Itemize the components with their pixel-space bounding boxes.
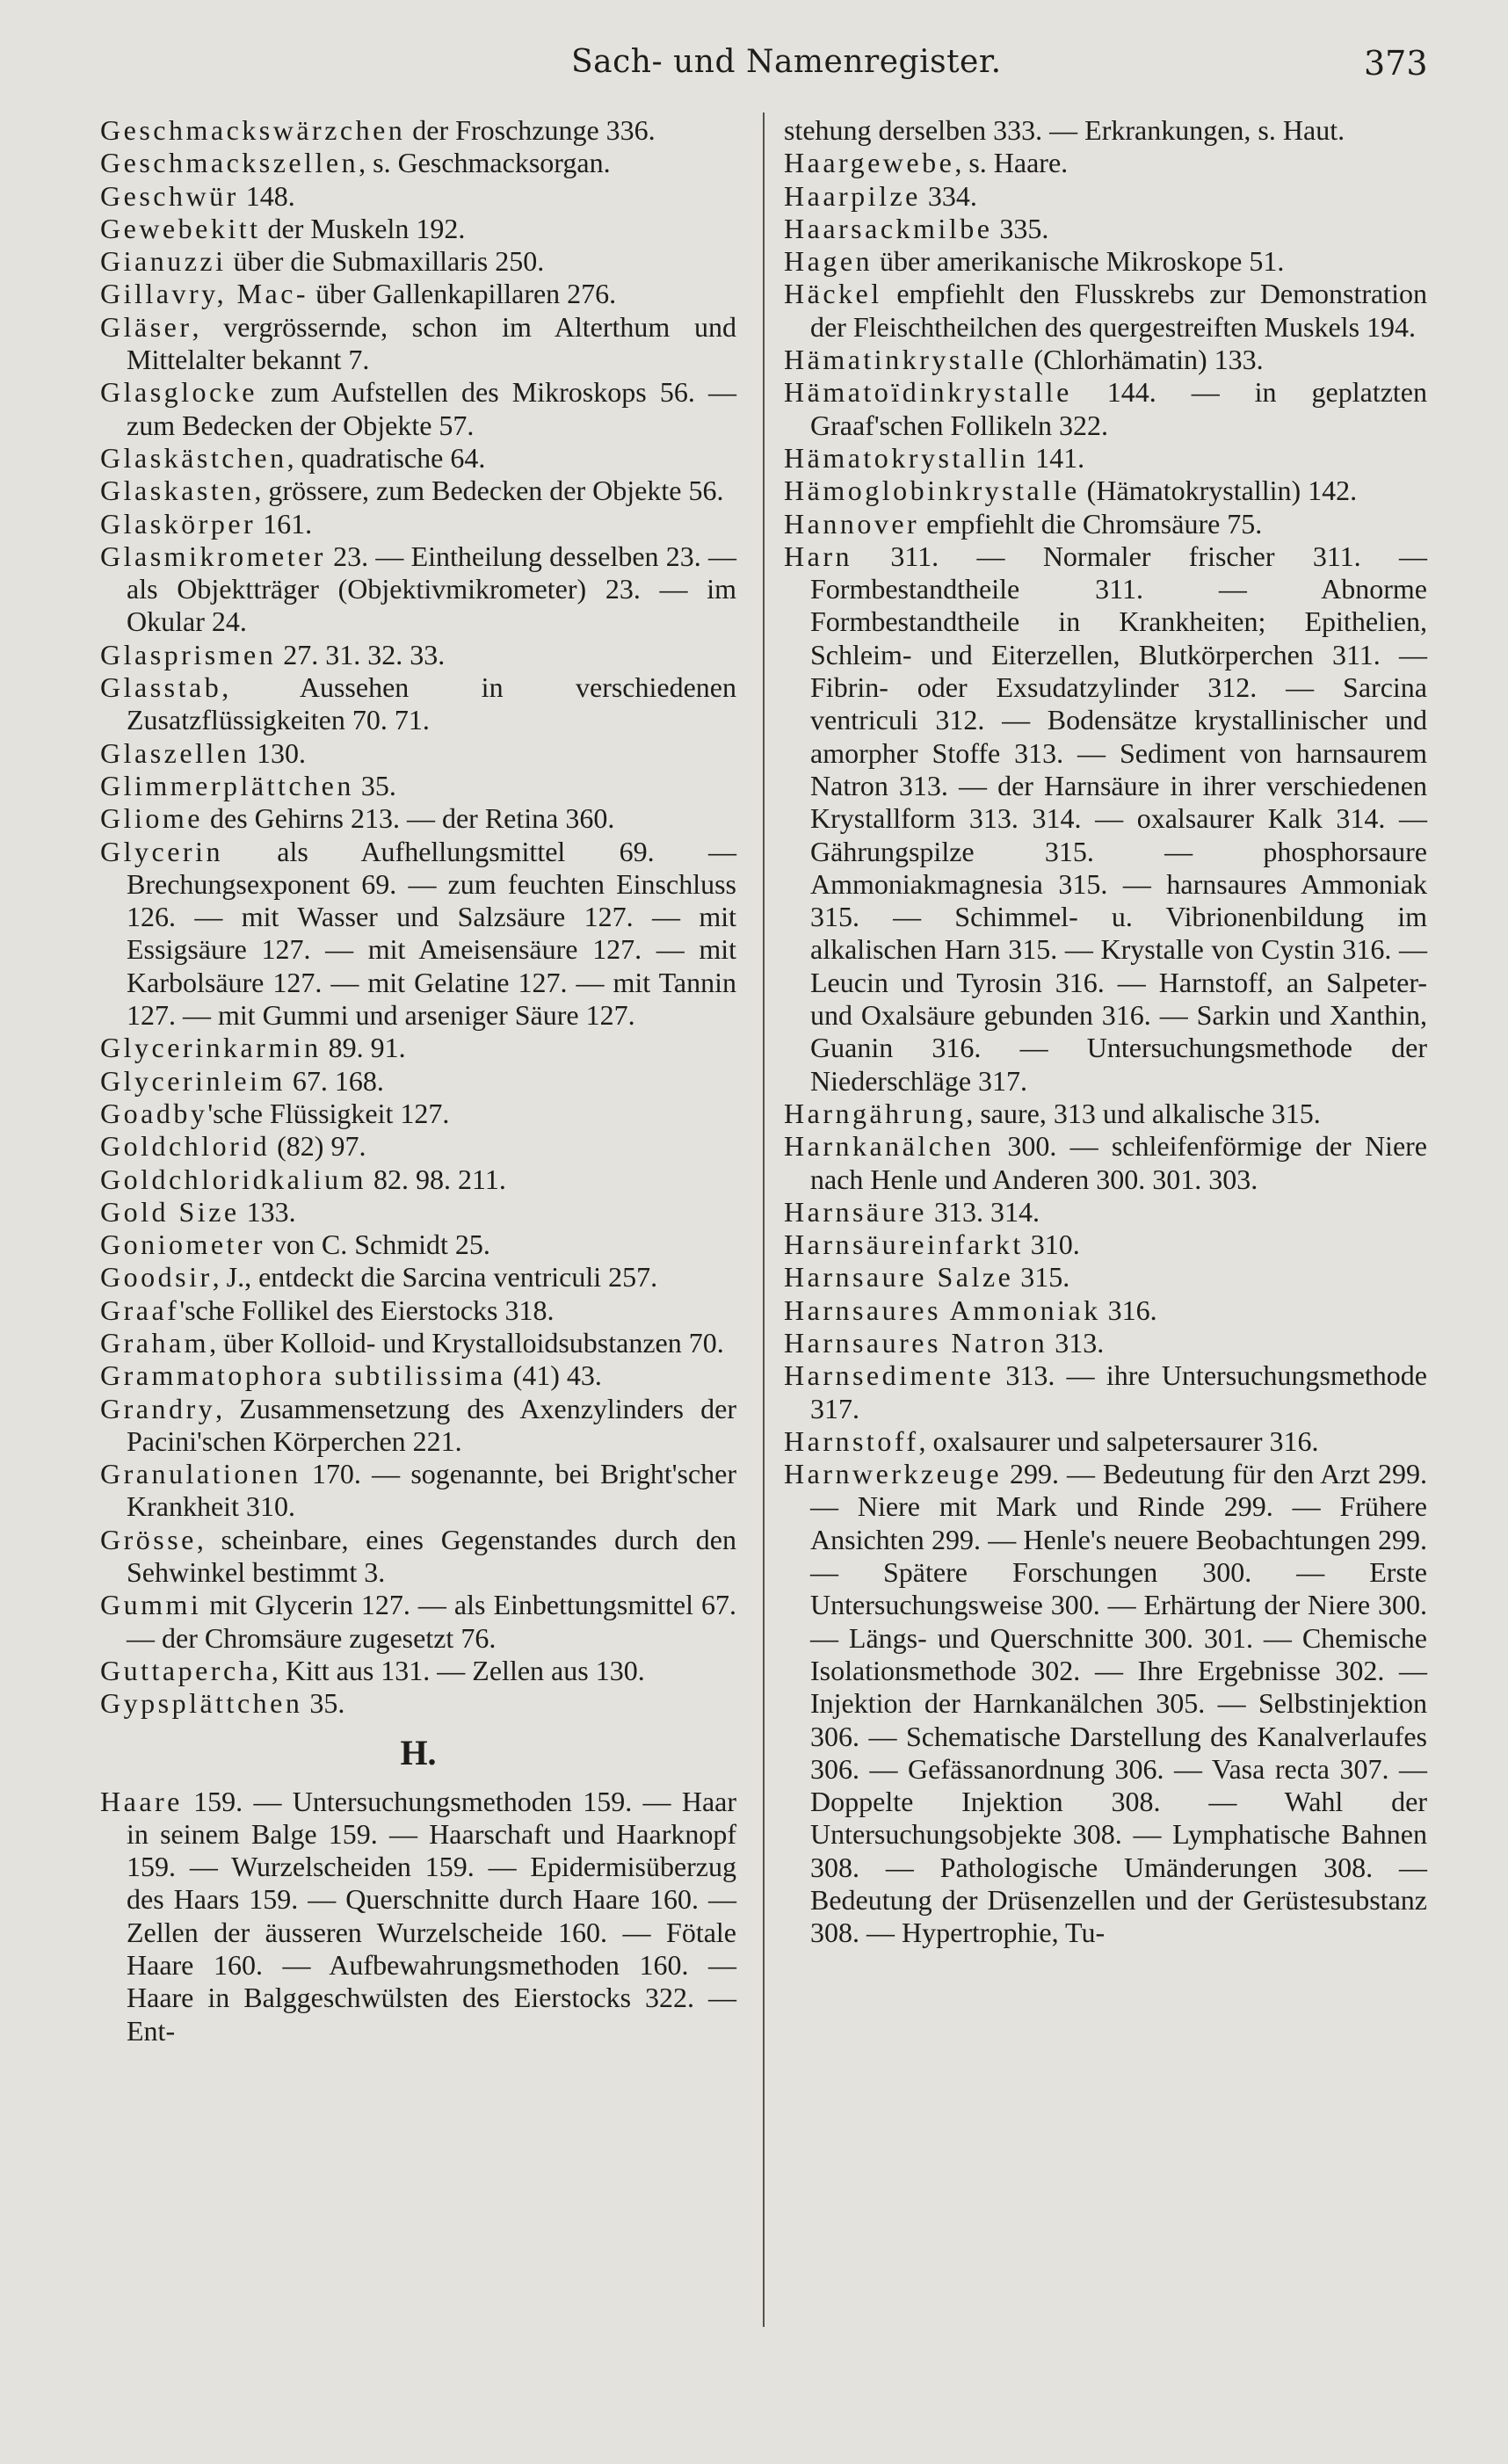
index-entry	[100, 508, 736, 540]
index-references: (41) 43.	[505, 1359, 602, 1392]
index-entry	[784, 180, 1427, 213]
index-entry	[100, 1130, 736, 1163]
index-entry	[100, 1589, 736, 1655]
index-references: empfiehlt den Flusskrebs zur Demonstration der Fleischtheilchen des quergestreiften Muskels 194.	[810, 278, 1427, 343]
index-references: stehung derselben 333. — Erkrankungen, s. Haut.	[784, 114, 1345, 146]
index-entry	[100, 1098, 736, 1130]
index-references: über amerikanische Mikroskope 51.	[873, 245, 1285, 278]
index-keyword: Gypsplättchen	[100, 1687, 303, 1720]
index-entry	[784, 344, 1427, 376]
index-references: 315.	[1013, 1261, 1070, 1294]
index-keyword: Glasstab	[100, 671, 222, 704]
index-keyword: Harnstoff	[784, 1424, 919, 1457]
index-keyword: Glasmikrometer	[100, 540, 326, 572]
index-keyword: Harnsaures Natron	[784, 1326, 1048, 1359]
index-references: 144. — in geplatzten Graaf'schen Follikeln 322.	[810, 376, 1427, 441]
index-entry	[784, 1098, 1427, 1130]
index-keyword: Haargewebe	[784, 147, 955, 179]
index-entry	[100, 1655, 736, 1687]
index-keyword: Grandry	[100, 1392, 216, 1424]
index-keyword: Grösse	[100, 1523, 197, 1555]
index-entry	[100, 802, 736, 835]
index-references: , Aussehen in verschiedenen Zusatzflüssigkeiten 70. 71.	[127, 671, 736, 736]
index-keyword: Haarsackmilbe	[784, 212, 993, 244]
index-references: 334.	[920, 179, 977, 212]
index-references: 310.	[1023, 1228, 1080, 1261]
index-keyword: Gillavry, Mac-	[100, 278, 309, 310]
index-references: , scheinbare, eines Gegenstandes durch den Sehwinkel bestimmt 3.	[127, 1523, 736, 1589]
index-entry	[784, 1425, 1427, 1458]
index-references: , saure, 313 und alkalische 315.	[966, 1097, 1321, 1129]
index-entry	[100, 114, 736, 147]
index-entry	[784, 1359, 1427, 1425]
index-keyword: Harnsaure Salze	[784, 1261, 1014, 1294]
index-entry	[784, 1327, 1427, 1359]
index-references: , grössere, zum Bedecken der Objekte 56.	[254, 475, 724, 507]
index-keyword: Harnsedimente	[784, 1359, 995, 1392]
index-keyword: Glaskasten	[100, 475, 255, 507]
index-keyword: Geschmackszellen	[100, 147, 359, 179]
index-keyword: Goadby	[100, 1097, 208, 1129]
index-references: 35.	[302, 1687, 345, 1720]
index-entry	[784, 442, 1427, 475]
index-keyword: Gummi	[100, 1589, 202, 1621]
index-references: 299. — Bedeutung für den Arzt 299. — Niere mit Mark und Rinde 299. — Frühere Ansichten 299. — Henle's neuere Beobachtungen 299. — Spätere Forschungen 300. — Erste Untersuchungsweise 300. — Erhärtung der Niere 300. — Längs- und Querschnitte 300. 301. — Chemische Isolationsmethode 302. — Ihre Ergebnisse 302. — Injektion der Harnkanälchen 305. — Selbstinjektion 306. — Schematische Darstellung des Kanalverlaufes 306. — Gefässanordnung 306. — Vasa recta 307. — Doppelte Injektion 308. — Wahl der Untersuchungsobjekte 308. — Lymphatische Bahnen 308. — Pathologische Umänderungen 308. — Bedeutung der Drüsenzellen und der Gerüstesubstanz 308. — Hypertrophie, Tu-	[810, 1458, 1427, 1949]
index-references: (Hämatokrystallin) 142.	[1079, 475, 1358, 507]
index-keyword: Glasglocke	[100, 376, 257, 409]
index-entry	[100, 180, 736, 213]
index-references: 130.	[250, 736, 307, 769]
index-references: zum Aufstellen des Mikroskops 56. — zum Bedecken der Objekte 57.	[127, 376, 736, 441]
index-references: 170. — sogenannte, bei Bright'scher Krankheit 310.	[127, 1458, 736, 1523]
index-entry	[784, 278, 1427, 344]
index-references: 313.	[1048, 1326, 1105, 1359]
index-keyword: Gewebekitt	[100, 212, 261, 244]
index-keyword: Gläser	[100, 310, 192, 343]
index-entry	[100, 639, 736, 671]
index-keyword: Goodsir	[100, 1261, 213, 1294]
index-entry	[100, 147, 736, 179]
index-references: , J., entdeckt die Sarcina ventriculi 257.	[212, 1261, 658, 1294]
index-keyword: Hagen	[784, 245, 874, 278]
index-entry	[784, 475, 1427, 507]
index-keyword: Gold Size	[100, 1195, 240, 1228]
index-keyword: Gianuzzi	[100, 245, 227, 278]
index-entry	[100, 540, 736, 639]
index-entry	[784, 1196, 1427, 1228]
index-entry	[100, 245, 736, 278]
index-references: 159. — Untersuchungsmethoden 159. — Haar in seinem Balge 159. — Haarschaft und Haarknopf 159. — Wurzelscheiden 159. — Epidermisüberzug des Haars 159. — Querschnitte durch Haare 160. — Zellen der äusseren Wurzelscheide 160. — Fötale Haare 160. — Aufbewahrungsmethoden 160. — Haare in Balggeschwülsten des Eierstocks 322. — Ent-	[127, 1785, 736, 2047]
index-keyword: Häckel	[784, 278, 882, 310]
index-references: über die Submaxillaris 250.	[226, 245, 545, 278]
index-entry	[100, 1327, 736, 1359]
index-entry	[100, 836, 736, 1033]
index-entry	[100, 1687, 736, 1720]
right-column	[784, 114, 1427, 1950]
index-keyword: Glaskörper	[100, 507, 257, 540]
index-entry	[784, 1130, 1427, 1196]
index-keyword: Goldchloridkalium	[100, 1163, 367, 1195]
index-keyword: Haare	[100, 1785, 183, 1817]
index-entry	[100, 1786, 736, 2047]
index-references: (Chlorhämatin) 133.	[1026, 344, 1264, 376]
index-entry	[784, 114, 1427, 147]
index-references: 89. 91.	[321, 1032, 406, 1064]
index-references: (82) 97.	[270, 1130, 366, 1163]
index-keyword: Gliome	[100, 802, 203, 835]
index-entry	[100, 376, 736, 442]
index-entry	[100, 770, 736, 802]
index-keyword: Glasprismen	[100, 638, 277, 670]
index-references: , s. Geschmacksorgan.	[359, 147, 611, 179]
index-references: , oxalsaurer und salpetersaurer 316.	[918, 1424, 1319, 1457]
index-keyword: Guttapercha	[100, 1654, 272, 1686]
index-keyword: Grammatophora subtilissima	[100, 1359, 506, 1392]
page-number: 373	[1364, 44, 1428, 83]
index-references: über Gallenkapillaren 276.	[308, 278, 617, 310]
index-entry	[100, 1393, 736, 1459]
index-keyword: Glimmerplättchen	[100, 769, 354, 801]
index-keyword: Hämoglobinkrystalle	[784, 475, 1080, 507]
index-references: der Muskeln 192.	[260, 212, 466, 244]
section-letter-h: H.	[400, 1732, 437, 1772]
index-keyword: Harnkanälchen	[784, 1130, 995, 1163]
index-references: 313. — ihre Untersuchungsmethode 317.	[810, 1359, 1427, 1424]
index-references: , Zusammensetzung des Axenzylinders der Pacini'schen Körperchen 221.	[127, 1392, 736, 1457]
index-keyword: Geschwür	[100, 179, 239, 212]
index-references: des Gehirns 213. — der Retina 360.	[202, 802, 615, 835]
index-entry	[100, 442, 736, 475]
index-entry	[100, 311, 736, 377]
index-entry	[100, 475, 736, 507]
index-entry	[100, 1032, 736, 1064]
index-references: 'sche Follikel des Eierstocks 318.	[179, 1294, 555, 1326]
index-references: 23. — Eintheilung desselben 23. — als Objektträger (Objektivmikrometer) 23. — im Okular 24.	[127, 540, 736, 638]
index-keyword: Goniometer	[100, 1228, 265, 1261]
index-entry	[100, 213, 736, 245]
index-entry	[100, 1294, 736, 1327]
index-entry	[100, 737, 736, 770]
index-references: 67. 168.	[285, 1064, 384, 1097]
index-entry	[100, 1261, 736, 1294]
index-entry	[784, 245, 1427, 278]
index-entry	[100, 1458, 736, 1524]
index-references: 316.	[1100, 1294, 1157, 1326]
index-references: 313. 314.	[926, 1195, 1040, 1228]
index-entry	[784, 147, 1427, 179]
index-references: , Kitt aus 131. — Zellen aus 130.	[271, 1654, 645, 1686]
index-entry	[100, 1524, 736, 1590]
index-keyword: Glaskästchen	[100, 441, 287, 474]
index-keyword: Graaf	[100, 1294, 180, 1326]
index-keyword: Glycerinkarmin	[100, 1032, 322, 1064]
index-references: , quadratische 64.	[286, 441, 486, 474]
index-references: , vergrössernde, schon im Alterthum und Mittelalter bekannt 7.	[127, 310, 736, 376]
index-keyword: Hämatokrystallin	[784, 441, 1029, 474]
index-keyword: Glycerinleim	[100, 1064, 286, 1097]
index-entry	[784, 1458, 1427, 1949]
index-entry	[784, 1261, 1427, 1294]
index-entry	[784, 540, 1427, 1098]
index-references: 311. — Normaler frischer 311. — Formbestandtheile 311. — Abnorme Formbestandtheile in Krankheiten; Epithelien, Schleim- und Eiterzellen, Blutkörperchen 311. — Fibrin- oder Exsudatzylinder 312. — Sarcina ventriculi 312. — Bodensätze krystallinischer und amorpher Stoffe 313. — Sediment von harnsaurem Natron 313. — der Harnsäure in ihrer verschiedenen Krystallform 313. 314. — oxalsaurer Kalk 314. — Gährungspilze 315. — phosphorsaure Ammoniakmagnesia 315. — harnsaures Ammoniak 315. — Schimmel- u. Vibrionenbildung im alkalischen Harn 315. — Krystalle von Cystin 316. — Leucin und Tyrosin 316. — Harnstoff, an Salpeter- und Oxalsäure gebunden 316. — Sarkin und Xanthin, Guanin 316. — Untersuchungsmethode der Niederschläge 317.	[810, 540, 1427, 1097]
index-keyword: Geschmackswärzchen	[100, 114, 406, 146]
index-references: 133.	[239, 1195, 296, 1228]
index-references: 148.	[238, 179, 295, 212]
index-references: 335.	[992, 212, 1049, 244]
index-entry	[784, 1294, 1427, 1327]
index-keyword: Haarpilze	[784, 179, 921, 212]
index-references: mit Glycerin 127. — als Einbettungsmittel 67. — der Chromsäure zugesetzt 76.	[127, 1589, 736, 1654]
index-references: 161.	[256, 507, 313, 540]
column-divider	[763, 112, 765, 2327]
index-references: , s. Haare.	[954, 147, 1069, 179]
index-references: , über Kolloid- und Krystalloidsubstanzen 70.	[209, 1326, 724, 1359]
index-keyword: Goldchlorid	[100, 1130, 271, 1163]
index-keyword: Granulationen	[100, 1458, 301, 1490]
index-keyword: Harngährung	[784, 1097, 967, 1129]
index-entry	[784, 508, 1427, 540]
index-entry	[100, 1163, 736, 1196]
index-references: 300. — schleifenförmige der Niere nach Henle und Anderen 300. 301. 303.	[810, 1130, 1427, 1195]
index-keyword: Harnsaures Ammoniak	[784, 1294, 1101, 1326]
index-entry	[784, 376, 1427, 442]
index-entry	[100, 1196, 736, 1228]
index-keyword: Hämatoïdinkrystalle	[784, 376, 1072, 409]
index-entry	[100, 1065, 736, 1098]
index-keyword: Harn	[784, 540, 852, 572]
index-keyword: Hämatinkrystalle	[784, 344, 1027, 376]
index-entry	[100, 1228, 736, 1261]
index-references: als Aufhellungsmittel 69. — Brechungsexponent 69. — zum feuchten Einschluss 126. — mit Wasser und Salzsäure 127. — mit Essigsäure 127. — mit Ameisensäure 127. — mit Karbolsäure 127. — mit Gelatine 127. — mit Tannin 127. — mit Gummi und arseniger Säure 127.	[127, 835, 736, 1032]
index-keyword: Harnwerkzeuge	[784, 1458, 1003, 1490]
index-entry	[100, 1359, 736, 1392]
index-entry	[100, 671, 736, 737]
index-keyword: Hannover	[784, 507, 920, 540]
index-entry	[100, 278, 736, 310]
index-references: der Froschzunge 336.	[405, 114, 656, 146]
index-references: 82. 98. 211.	[366, 1163, 506, 1195]
index-references: 27. 31. 32. 33.	[276, 638, 446, 670]
index-references: 'sche Flüssigkeit 127.	[207, 1097, 450, 1129]
index-keyword: Graham	[100, 1326, 210, 1359]
index-keyword: Harnsäure	[784, 1195, 927, 1228]
index-references: 141.	[1028, 441, 1085, 474]
index-entry	[784, 213, 1427, 245]
index-keyword: Glaszellen	[100, 736, 250, 769]
index-keyword: Harnsäureinfarkt	[784, 1228, 1024, 1261]
running-header: Sach- und Namenregister.	[571, 44, 1002, 80]
index-references: empfiehlt die Chromsäure 75.	[919, 507, 1263, 540]
left-column	[100, 114, 736, 2047]
index-keyword: Glycerin	[100, 835, 223, 867]
index-references: 35.	[353, 769, 396, 801]
index-entry	[784, 1228, 1427, 1261]
index-references: von C. Schmidt 25.	[265, 1228, 490, 1261]
